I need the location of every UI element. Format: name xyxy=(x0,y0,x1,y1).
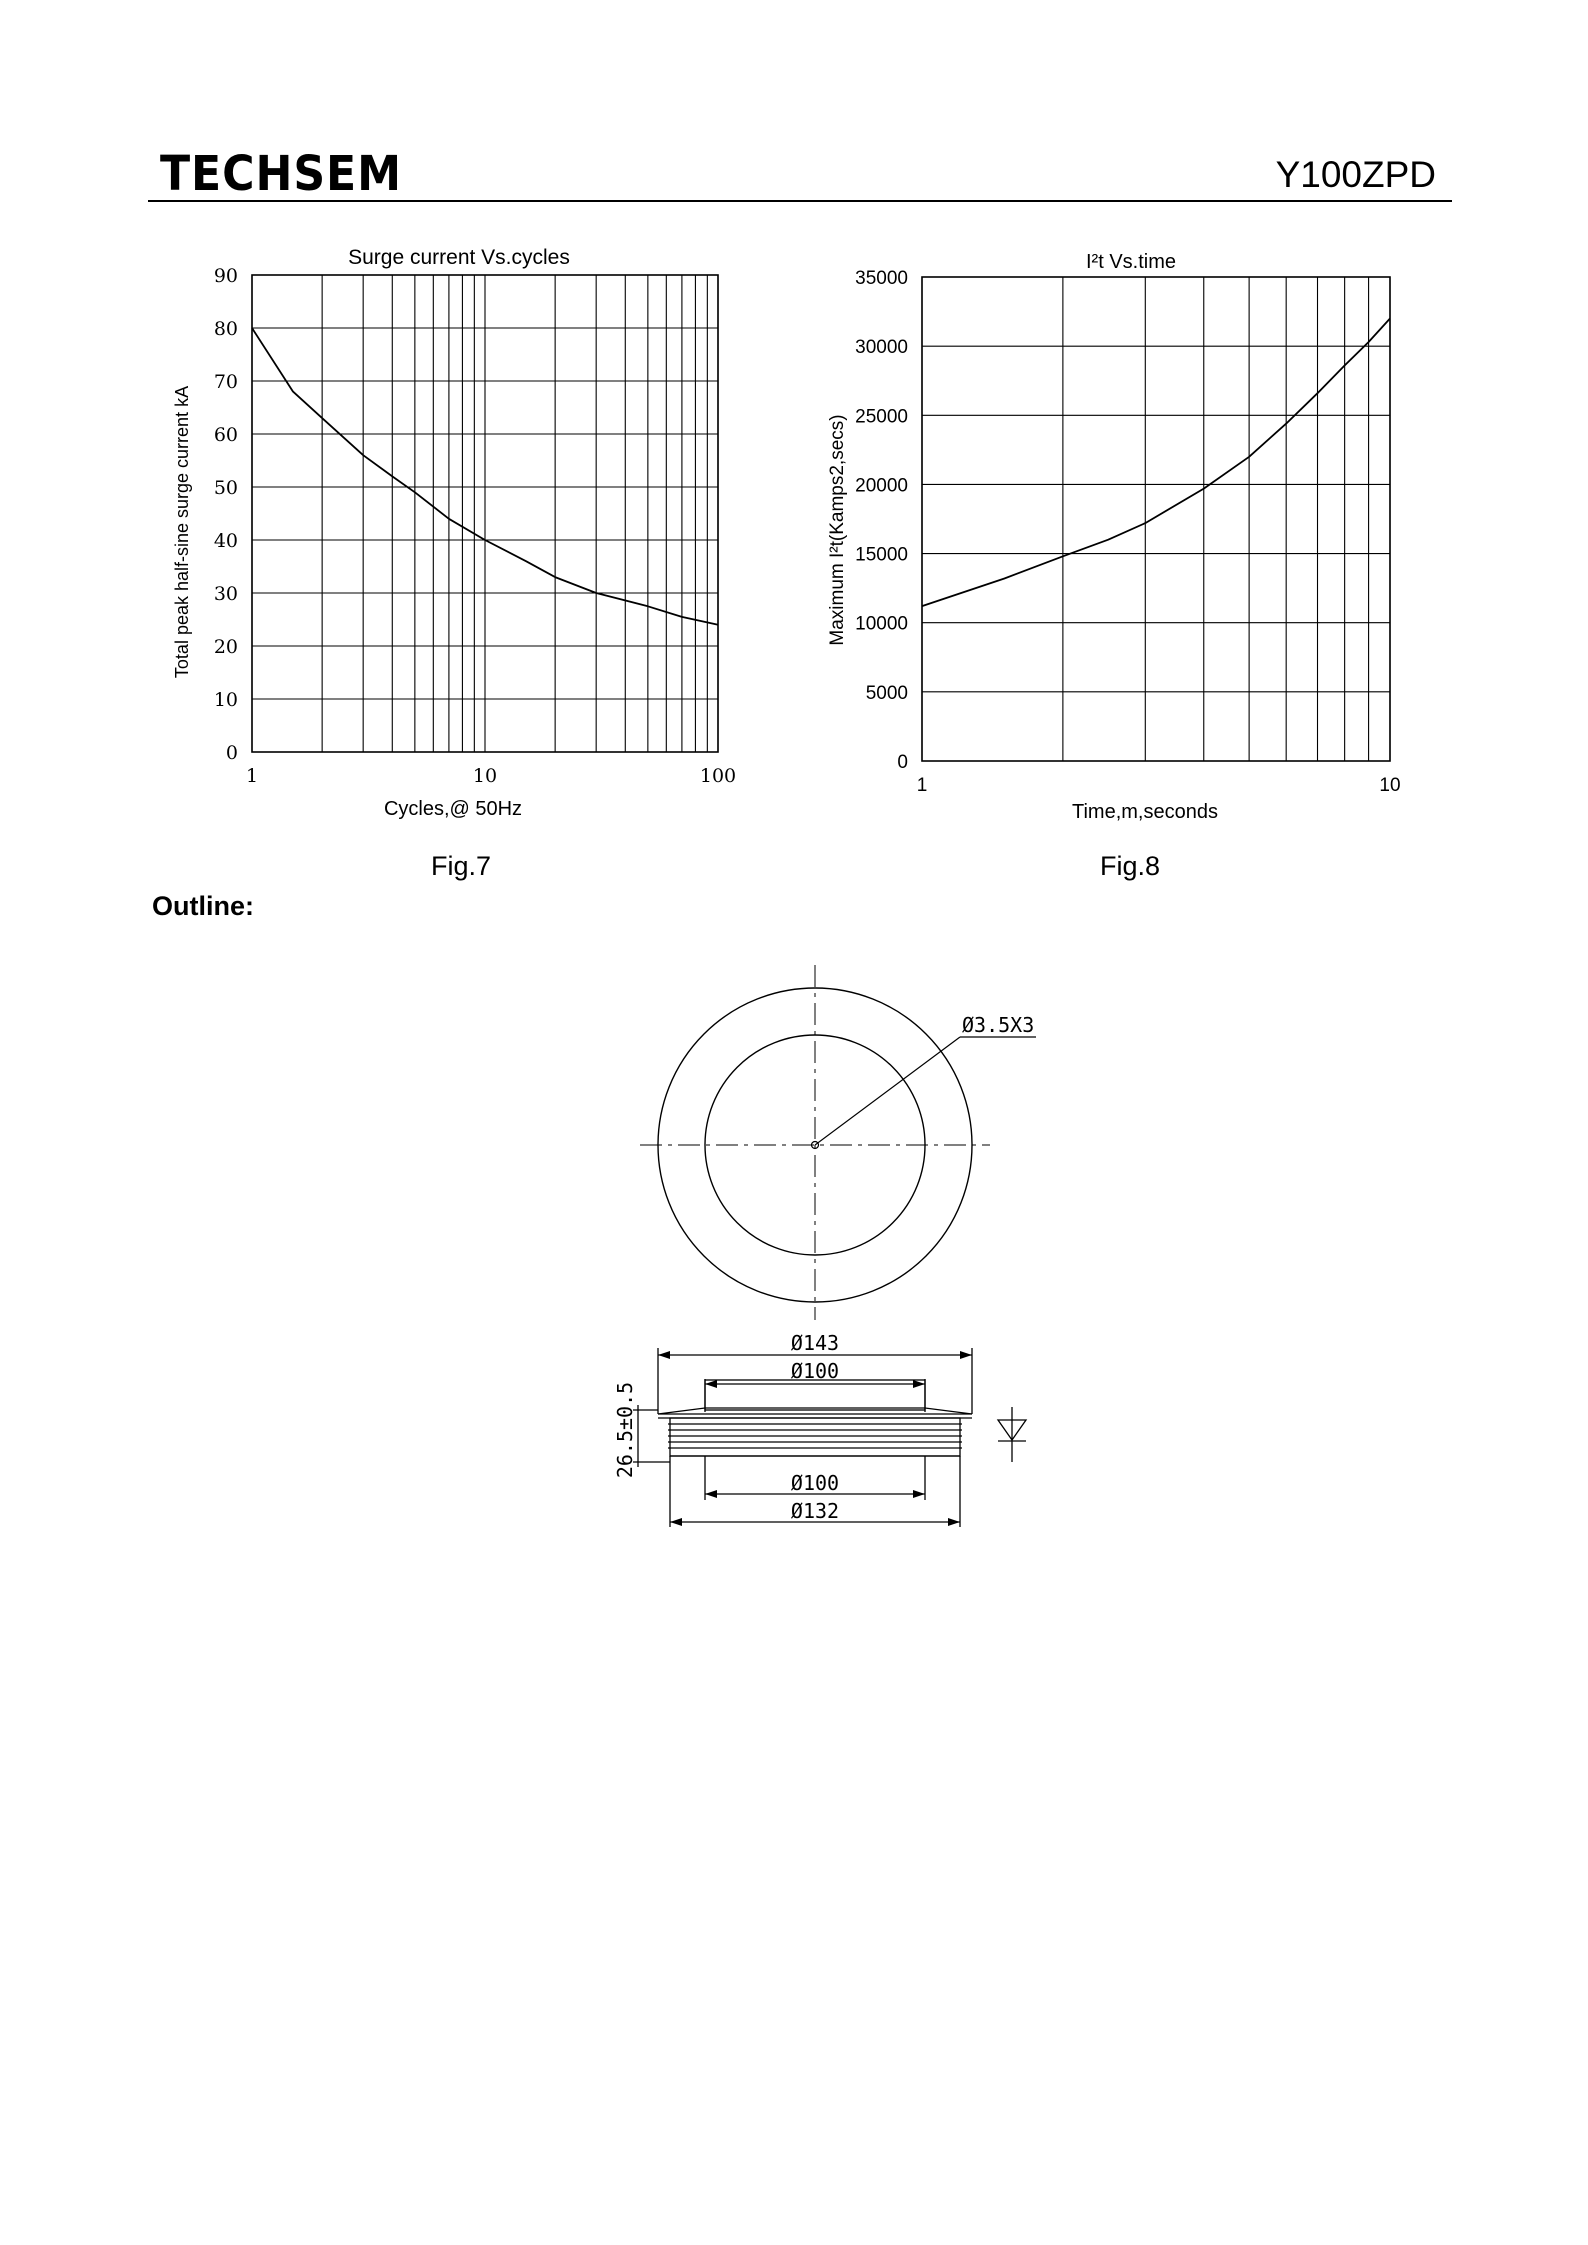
y-axis-label: Maximum I²t(Kamps2,secs) xyxy=(827,414,848,646)
fig8-caption: Fig.8 xyxy=(1100,851,1161,881)
y-tick-label: 30000 xyxy=(855,337,908,359)
dimension-holes: Ø3.5X3 xyxy=(962,1013,1035,1037)
dimension-top-inner: Ø100 xyxy=(790,1359,840,1383)
y-tick-label: 70 xyxy=(213,371,238,393)
plot-frame xyxy=(922,277,1390,761)
y-tick-label: 20 xyxy=(213,636,238,658)
model-number: Y100ZPD xyxy=(1275,154,1436,195)
x-tick-label: 1 xyxy=(916,775,928,796)
y-tick-label: 50 xyxy=(213,477,238,499)
outline-heading: Outline: xyxy=(152,891,254,921)
chart-title: I²t Vs.time xyxy=(1085,251,1177,273)
thyristor-symbol-icon xyxy=(998,1407,1026,1462)
y-tick-label: 5000 xyxy=(865,682,908,704)
y-tick-label: 0 xyxy=(225,742,238,764)
x-tick-label: 1 xyxy=(245,765,259,787)
y-tick-label: 60 xyxy=(213,424,238,446)
y-tick-label: 0 xyxy=(897,752,908,773)
brand-logo: TECHSEM xyxy=(160,146,403,202)
chart-fig7 xyxy=(172,246,736,820)
x-tick-label: 10 xyxy=(1379,775,1401,796)
series-line xyxy=(922,319,1390,607)
y-tick-label: 35000 xyxy=(855,268,908,289)
chart-title: Surge current Vs.cycles xyxy=(348,246,570,269)
y-tick-label: 90 xyxy=(213,265,238,287)
dimension-bottom-outer: Ø132 xyxy=(790,1499,840,1523)
x-axis-label: Cycles,@ 50Hz xyxy=(383,798,523,820)
dimension-height: 26.5±0.5 xyxy=(613,1381,637,1479)
y-tick-label: 15000 xyxy=(855,544,908,566)
y-tick-label: 10 xyxy=(213,689,238,711)
x-tick-label: 10 xyxy=(472,765,498,787)
chart-fig8 xyxy=(827,251,1401,823)
x-axis-label: Time,m,seconds xyxy=(1072,801,1218,823)
dimension-bottom-inner: Ø100 xyxy=(790,1471,840,1495)
y-tick-label: 10000 xyxy=(855,613,908,635)
y-tick-label: 30 xyxy=(213,583,238,605)
x-tick-label: 100 xyxy=(699,765,737,787)
y-tick-label: 20000 xyxy=(855,475,908,497)
y-tick-label: 25000 xyxy=(855,406,908,428)
y-axis-label: Total peak half-sine surge current kA xyxy=(172,385,192,679)
y-tick-label: 80 xyxy=(213,318,238,340)
dimension-top-outer: Ø143 xyxy=(790,1331,840,1355)
y-tick-label: 40 xyxy=(213,530,238,552)
fig7-caption: Fig.7 xyxy=(431,851,492,881)
